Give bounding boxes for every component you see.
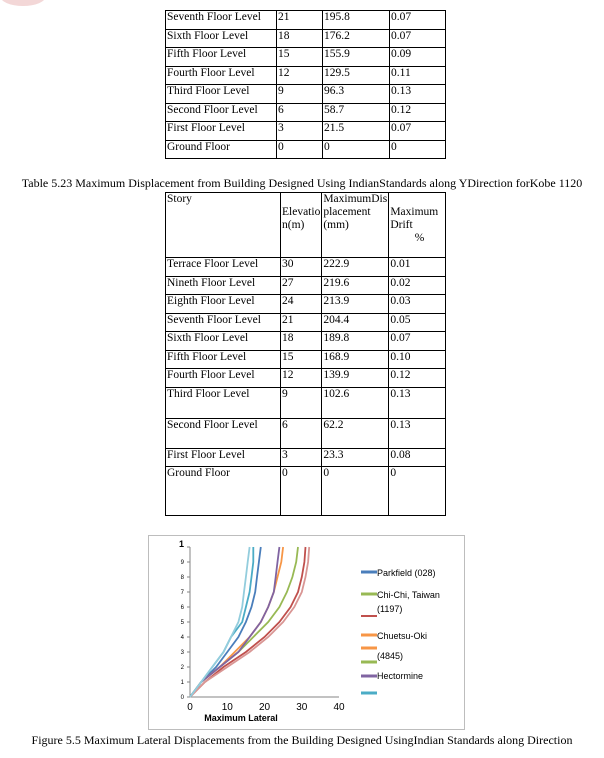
cell-drift: 0.10 (389, 350, 446, 369)
table-row (166, 332, 446, 351)
table-row (166, 48, 446, 67)
cell-drift: 0 (390, 140, 446, 159)
y-tick-label: 7 (180, 590, 184, 596)
cell-drift: 0.08 (389, 448, 446, 467)
header-displacement-line2: placement (323, 206, 371, 218)
x-tick-label: 40 (333, 702, 345, 713)
cell-disp: 96.3 (323, 85, 390, 104)
y-tick-label: 2 (180, 665, 184, 671)
cell-disp: 139.9 (322, 369, 389, 388)
cell-drift: 0.07 (390, 29, 446, 48)
y-tick-label: 4 (180, 635, 184, 641)
header-displacement-line3: (mm) (323, 219, 349, 231)
header-drift-line2: Drift (390, 219, 413, 231)
table-row (166, 85, 446, 104)
y-tick-label: 5 (180, 620, 184, 626)
cell-story: Seventh Floor Level (166, 11, 277, 30)
x-axis-title: Maximum Lateral (204, 713, 278, 723)
cell-drift: 0.07 (389, 332, 446, 351)
cell-drift: 0.13 (389, 387, 446, 418)
cell-story: Third Floor Level (166, 85, 277, 104)
cell-elev: 21 (277, 11, 323, 30)
header-elevation-line1: Elevatio (282, 206, 321, 218)
series-line (190, 547, 250, 697)
cell-disp: 155.9 (323, 48, 390, 67)
cell-elev: 6 (281, 418, 322, 448)
series-line (190, 547, 261, 697)
cell-elev: 9 (277, 85, 323, 104)
chart-svg (149, 536, 464, 729)
cell-drift: 0.03 (389, 295, 446, 314)
cell-story: Ground Floor (166, 467, 281, 516)
cell-disp: 62.2 (322, 418, 389, 448)
cell-disp: 102.6 (322, 387, 389, 418)
y-tick-label: 1 (180, 680, 184, 686)
cell-elev: 18 (277, 29, 323, 48)
cell-disp: 58.7 (323, 103, 390, 122)
table-caption: Table 5.23 Maximum Displacement from Building Designed Using IndianStandards along YDirection forKobe 1120 (21, 176, 583, 190)
cell-drift: 0.07 (390, 11, 446, 30)
cell-elev: 15 (277, 48, 323, 67)
y-tick-label: 9 (180, 560, 184, 566)
cell-disp: 204.4 (322, 313, 389, 332)
y-tick-label: 0 (180, 695, 184, 701)
series-line (190, 547, 279, 697)
series-line (190, 547, 253, 697)
cell-story: Eighth Floor Level (166, 295, 281, 314)
cell-elev: 3 (281, 448, 322, 467)
table-row (166, 103, 446, 122)
cell-elev: 6 (277, 103, 323, 122)
cell-elev: 27 (281, 276, 322, 295)
table-header-row (166, 193, 446, 258)
y-tick-label: 1 (178, 539, 184, 549)
cell-elev: 24 (281, 295, 322, 314)
cell-elev: 3 (277, 122, 323, 141)
table-row (166, 122, 446, 141)
legend-label: Parkfield (028) (377, 568, 436, 578)
table-row (166, 448, 446, 467)
table-row (166, 467, 446, 516)
cell-elev: 12 (281, 369, 322, 388)
cell-elev: 15 (281, 350, 322, 369)
table-row (166, 11, 446, 30)
x-tick-label: 30 (296, 702, 308, 713)
y-tick-label: 6 (180, 605, 184, 611)
header-elevation (281, 193, 322, 258)
y-tick-label: 3 (180, 650, 184, 656)
cell-story: Second Floor Level (166, 103, 277, 122)
cell-disp: 189.8 (322, 332, 389, 351)
cell-story: Third Floor Level (166, 387, 281, 418)
cell-story: Seventh Floor Level (166, 313, 281, 332)
legend-label: (4845) (377, 651, 404, 661)
cell-disp: 129.5 (323, 66, 390, 85)
cell-drift: 0.02 (389, 276, 446, 295)
cell-elev: 9 (281, 387, 322, 418)
cell-drift: 0.12 (390, 103, 446, 122)
cell-story: Sixth Floor Level (166, 29, 277, 48)
cell-drift: 0.01 (389, 258, 446, 277)
figure-caption: Figure 5.5 Maximum Lateral Displacements from the Building Designed UsingIndian Standards along Direction (31, 733, 573, 747)
legend-label: Chuetsu-Oki (377, 631, 428, 641)
cell-story: Terrace Floor Level (166, 258, 281, 277)
cell-story: Fourth Floor Level (166, 66, 277, 85)
cell-disp: 213.9 (322, 295, 389, 314)
cell-story: First Floor Level (166, 448, 281, 467)
header-drift (389, 193, 446, 258)
cell-drift: 0.07 (390, 122, 446, 141)
cell-elev: 30 (281, 258, 322, 277)
y-tick-label: 8 (180, 575, 184, 581)
legend-label: Chi-Chi, Taiwan (377, 590, 440, 600)
table-row (166, 313, 446, 332)
cell-elev: 21 (281, 313, 322, 332)
cell-drift: 0.05 (389, 313, 446, 332)
cell-drift: 0.13 (389, 418, 446, 448)
cell-disp: 23.3 (322, 448, 389, 467)
cell-disp: 222.9 (322, 258, 389, 277)
cell-story: Sixth Floor Level (166, 332, 281, 351)
table-row (166, 258, 446, 277)
table-row (166, 369, 446, 388)
cell-elev: 12 (277, 66, 323, 85)
cell-elev: 0 (277, 140, 323, 159)
table-row (166, 350, 446, 369)
cell-drift: 0.11 (390, 66, 446, 85)
table-row (166, 66, 446, 85)
cell-elev: 18 (281, 332, 322, 351)
table-row (166, 295, 446, 314)
x-tick-label: 0 (187, 702, 193, 713)
displacement-table (165, 192, 446, 516)
table-row (166, 29, 446, 48)
header-drift-line1: Maximum (390, 206, 439, 218)
cell-story: First Floor Level (166, 122, 277, 141)
cell-disp: 21.5 (323, 122, 390, 141)
x-tick-label: 10 (221, 702, 233, 713)
table-row (166, 276, 446, 295)
cell-drift: 0.09 (390, 48, 446, 67)
header-elevation-line2: n(m) (282, 219, 305, 231)
cell-disp: 195.8 (323, 11, 390, 30)
cell-drift: 0 (389, 467, 446, 516)
legend-label: Hectormine (377, 671, 424, 681)
cell-disp: 168.9 (322, 350, 389, 369)
cell-story: Nineth Floor Level (166, 276, 281, 295)
displacement-chart (148, 535, 465, 730)
header-displacement-line1: MaximumDis (323, 193, 388, 205)
table-row (166, 140, 446, 159)
displacement-table-continued (165, 10, 446, 159)
header-drift-line3: % (414, 232, 425, 244)
cell-story: Fifth Floor Level (166, 350, 281, 369)
header-story: Story (166, 193, 281, 258)
cell-disp: 0 (322, 467, 389, 516)
cell-disp: 176.2 (323, 29, 390, 48)
cell-disp: 0 (323, 140, 390, 159)
table-row (166, 418, 446, 448)
cell-disp: 219.6 (322, 276, 389, 295)
x-tick-label: 20 (258, 702, 271, 713)
cell-drift: 0.12 (389, 369, 446, 388)
cell-drift: 0.13 (390, 85, 446, 104)
cell-story: Fourth Floor Level (166, 369, 281, 388)
cell-elev: 0 (281, 467, 322, 516)
legend-label: (1197) (377, 604, 403, 614)
header-displacement (322, 193, 389, 258)
table-row (166, 387, 446, 418)
cell-story: Second Floor Level (166, 418, 281, 448)
cell-story: Fifth Floor Level (166, 48, 277, 67)
logo-fragment (0, 0, 46, 6)
cell-story: Ground Floor (166, 140, 277, 159)
